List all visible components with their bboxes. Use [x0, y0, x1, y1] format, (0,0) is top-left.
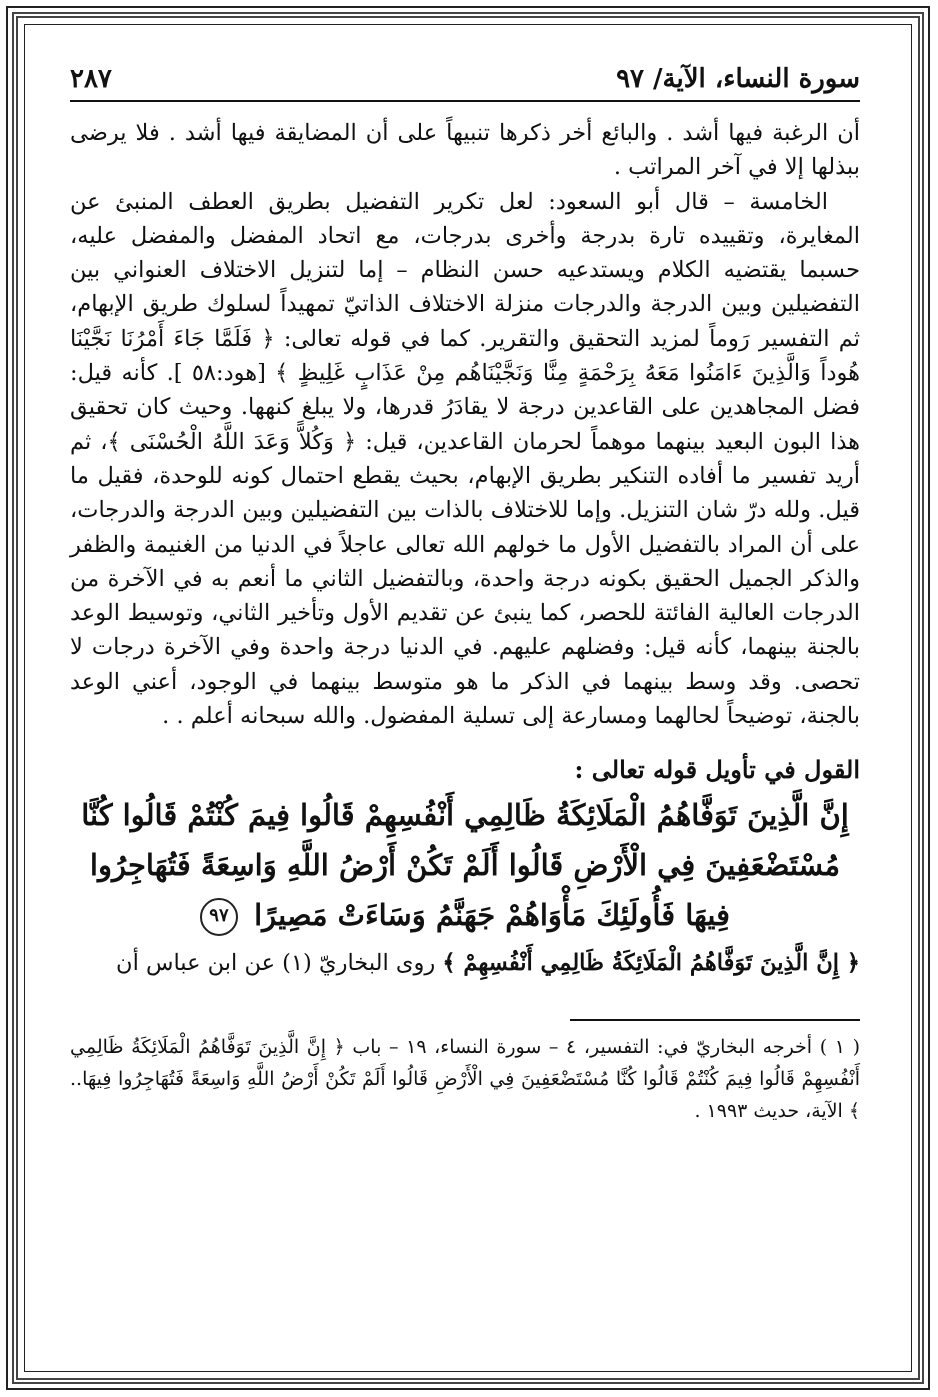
- commentary-quote: ﴿ إِنَّ الَّذِينَ تَوَفَّاهُمُ الْمَلَائِكَةُ ظَالِمِي أَنْفُسِهِمْ ﴾: [442, 950, 860, 977]
- quran-verse-block: [80, 790, 850, 940]
- page-content: [70, 60, 860, 1360]
- quran-verse-text: إِنَّ الَّذِينَ تَوَفَّاهُمُ الْمَلَائِكَةُ ظَالِمِي أَنْفُسِهِمْ قَالُوا فِيمَ كُنْتُمْ قَالُوا كُنَّا مُسْتَضْعَفِينَ فِي الْأَرْضِ قَالُوا أَلَمْ تَكُنْ أَرْضُ اللَّهِ وَاسِعَةً فَتُهَاجِرُوا فِيهَا فَأُولَئِكَ مَأْوَاهُمْ جَهَنَّمُ وَسَاءَتْ مَصِيرًا: [81, 798, 849, 933]
- commentary-paragraph: [70, 946, 860, 980]
- paragraph-1: أن الرغبة فيها أشد . والبائع أخر ذكرها تنبيهاً على أن المضايقة فيها أشد . فلا يرضى ببذلها إلا في آخر المراتب .: [70, 120, 860, 181]
- main-text: [70, 116, 860, 981]
- page-number: ٢٨٧: [70, 64, 112, 94]
- paragraph-2: الخامسة – قال أبو السعود: لعل تكرير التفضيل بطريق العطف المنبئ عن المغايرة، وتقييده تارة بدرجة وأخرى بدرجات، مع اتحاد المفضل والمفضل عليه، حسبما يقتضيه الكلام ويستدعيه حسن النظام – إما لتنزيل الاختلاف العنواني بين التفضيلين وبين الدرجة والدرجات منزلة الاختلاف الذاتيّ تمهيداً لسلوك طريق الإبهام، ثم التفسير رَوماً لمزيد التحقيق والتقرير. كما في قوله تعالى: ﴿ فَلَمَّا جَاءَ أَمْرُنَا نَجَّيْنَا هُوداً وَالَّذِينَ ءَامَنُوا مَعَهُ بِرَحْمَةٍ مِنَّا وَنَجَّيْنَاهُم مِنْ عَذَابٍ غَلِيظٍ ﴾ [هود:٥٨ ]. كأنه قيل: فضل المجاهدين على القاعدين درجة لا يقادَرُ قدرها، ولا يبلغ كنهها. وحيث كان تحقيق هذا البون البعيد بينهما موهماً لحرمان القاعدين، قيل: ﴿ وَكُلاًّ وَعَدَ اللَّهُ الْحُسْنَى ﴾، ثم أريد تفسير ما أفاده التنكير بطريق الإبهام، بحيث يقطع احتمال كونه للوحدة، فقيل ما قيل. ولله درّ شان التنزيل. وإما للاختلاف بالذات بين التفضيلين وبين الدرجة والدرجات، على أن المراد بالتفضيل الأول ما خولهم الله تعالى عاجلاً في الدنيا من الغنيمة والظفر والذكر الجميل الحقيق بكونه درجة واحدة، وبالتفضيل الثاني ما أنعم به في الآخرة من الدرجات العالية الفائتة للحصر، كما ينبئ عن تقديم الأول وتأخير الثاني، وتوسيط الوعد بالجنة بينهما، كأنه قيل: وفضلهم عليهم. في الدنيا درجة واحدة وفي الآخرة درجات لا تحصى. وقد وسط بينهما في الذكر ما هو متوسط بينهما في الوجود، أعني الوعد بالجنة، توضيحاً لحالهما ومسارعة إلى تسلية المفضول. والله سبحانه أعلم . .: [70, 188, 860, 730]
- footnote: ( ١ ) أخرجه البخاريّ في: التفسير، ٤ – سورة النساء، ١٩ – باب ﴿ إِنَّ الَّذِينَ تَوَفَّاهُمُ الْمَلَائِكَةُ ظَالِمِي أَنْفُسِهِمْ قَالُوا فِيمَ كُنْتُمْ قَالُوا كُنَّا مُسْتَضْعَفِينَ فِي الْأَرْضِ قَالُوا أَلَمْ تَكُنْ أَرْضُ اللَّهِ وَاسِعَةً فَتُهَاجِرُوا فِيهَا.. ﴾ الآية، حديث ١٩٩٣ .: [70, 1035, 860, 1122]
- page-header: [70, 60, 860, 102]
- section-heading: القول في تأويل قوله تعالى :: [574, 755, 860, 785]
- commentary-text: روى البخاريّ (١) عن ابن عباس أن: [116, 950, 443, 977]
- footnote-separator: [570, 1019, 860, 1021]
- running-title: سورة النساء، الآية/ ٩٧: [616, 64, 860, 94]
- ayah-number-marker: ٩٧: [200, 898, 238, 936]
